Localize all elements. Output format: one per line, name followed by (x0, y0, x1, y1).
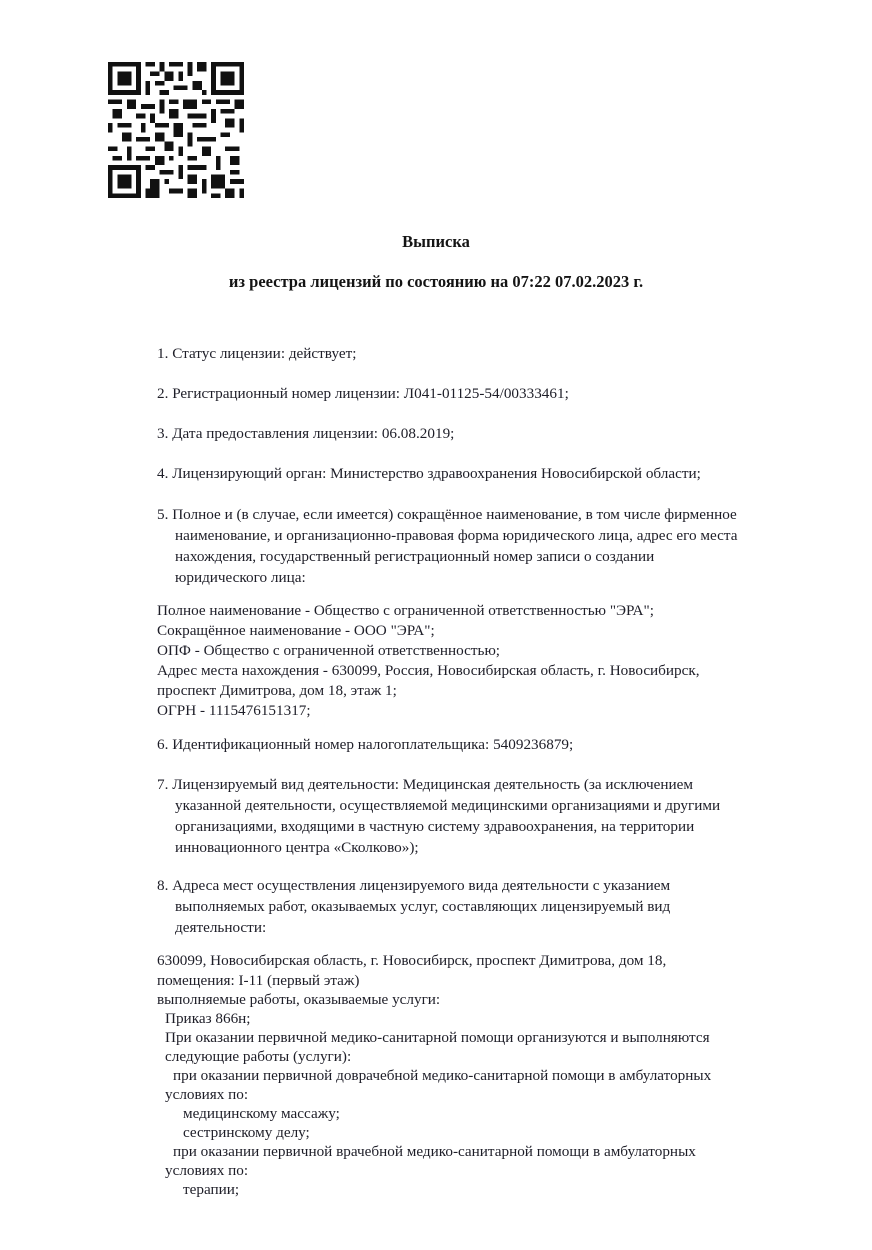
entity-short-name: Сокращённое наименование - ООО "ЭРА"; (157, 622, 435, 639)
entity-address-line-2: проспект Димитрова, дом 18, этаж 1; (157, 682, 397, 699)
item-8-line-1: 8. Адреса мест осуществления лицензируемого вида деятельности с указанием (157, 877, 671, 894)
qr-code (108, 62, 244, 198)
service-therapy: терапии; (183, 1181, 240, 1198)
item-registration-number: 2. Регистрационный номер лицензии: Л041-01125-54/00333461; (157, 385, 569, 402)
item-7-line-1: 7. Лицензируемый вид деятельности: Медицинская деятельность (за исключением (157, 776, 693, 793)
service-massage: медицинскому массажу; (183, 1105, 340, 1122)
location-address-line-2: помещения: I-11 (первый этаж) (157, 972, 360, 989)
primary-care-line-1: При оказании первичной медико-санитарной помощи организуются и выполняются (165, 1029, 710, 1046)
item-5-line-3: нахождения, государственный регистрационный номер записи о создании (175, 548, 655, 565)
item-license-status: 1. Статус лицензии: действует; (157, 345, 357, 362)
document-subtitle: из реестра лицензий по состоянию на 07:22 07.02.2023 г. (228, 272, 644, 291)
item-8-line-3: деятельности: (175, 919, 267, 936)
entity-address-line-1: Адрес места нахождения - 630099, Россия, Новосибирская область, г. Новосибирск, (157, 662, 700, 679)
primary-care-line-2: следующие работы (услуги): (165, 1048, 352, 1065)
doctor-care-line-2: условиях по: (165, 1162, 249, 1179)
item-5-line-4: юридического лица: (175, 569, 306, 586)
document-title: Выписка (402, 232, 470, 251)
item-5-line-2: наименование, и организационно-правовая форма юридического лица, адрес его места (175, 527, 738, 544)
pre-doctor-care-line-2: условиях по: (165, 1086, 249, 1103)
order-866n: Приказ 866н; (165, 1010, 251, 1027)
item-8-line-2: выполняемых работ, оказываемых услуг, составляющих лицензируемый вид (175, 898, 671, 915)
item-license-date: 3. Дата предоставления лицензии: 06.08.2019; (157, 425, 455, 442)
service-nursing: сестринскому делу; (183, 1124, 310, 1141)
location-address-line-1: 630099, Новосибирская область, г. Новосибирск, проспект Димитрова, дом 18, (157, 952, 667, 969)
item-7-line-2: указанной деятельности, осуществляемой медицинскими организациями и другими (175, 797, 721, 814)
entity-ogrn: ОГРН - 1115476151317; (157, 702, 311, 719)
item-7-line-3: организациями, входящими в частную систему здравоохранения, на территории (175, 818, 695, 835)
entity-full-name: Полное наименование - Общество с ограниченной ответственностью "ЭРА"; (157, 602, 654, 619)
item-5-line-1: 5. Полное и (в случае, если имеется) сокращённое наименование, в том числе фирменное (157, 506, 737, 523)
doctor-care-line-1: при оказании первичной врачебной медико-санитарной помощи в амбулаторных (173, 1143, 696, 1160)
item-inn: 6. Идентификационный номер налогоплательщика: 5409236879; (157, 736, 574, 753)
works-label: выполняемые работы, оказываемые услуги: (157, 991, 441, 1008)
pre-doctor-care-line-1: при оказании первичной доврачебной медико-санитарной помощи в амбулаторных (173, 1067, 712, 1084)
entity-opf: ОПФ - Общество с ограниченной ответственностью; (157, 642, 501, 659)
item-licensing-authority: 4. Лицензирующий орган: Министерство здравоохранения Новосибирской области; (157, 465, 701, 482)
item-7-line-4: инновационного центра «Сколково»); (175, 839, 419, 856)
